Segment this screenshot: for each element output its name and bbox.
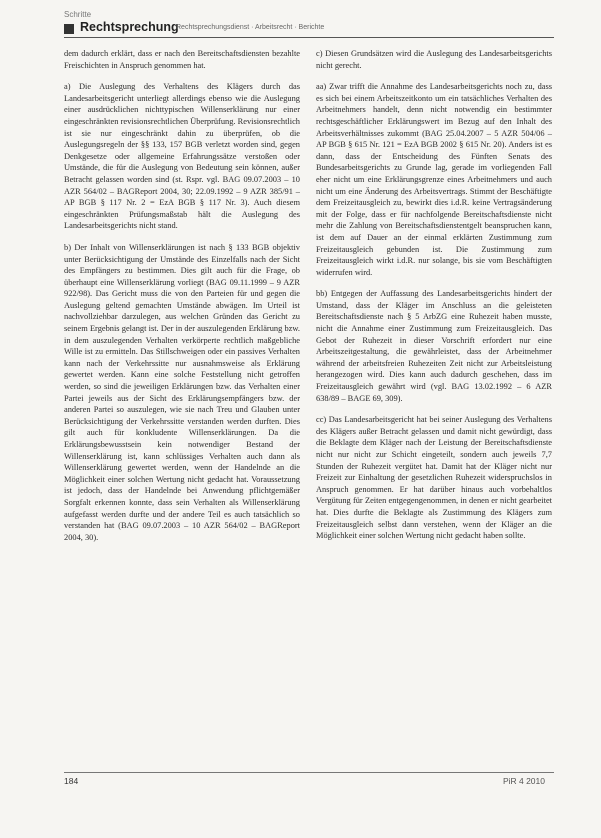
header-divider [64,37,554,38]
left-column [64,48,300,553]
paragraph: b) Der Inhalt von Willenserklärungen ist nach § 133 BGB objektiv unter Berücksichtigung der Umstände des Einzelfalls nach der Sicht des Empfängers zu bestimmen. Dies gilt auch für die Frage, ob überhaupt eine Willenserklärung vorliegt (BAG 09.11.1999 – 9 AZR 922/98). Das Gericht muss die von den Parteien für und gegen die Auslegung geltend gemachten Umstände abwägen. Im Urteil ist nachvollziehbar darzulegen, aus welchen Gründen das Gericht zu seinem Ergebnis gelangt ist. Der in der auszulegenden Erklärung bzw. in dem auszulegenden Verhalten verkörperte rechtlich maßgebliche Wille ist zu ermitteln. Das Stillschweigen oder ein passives Verhalten kann nach der Verkehrssitte nur ausnahmsweise als Erklärung gewertet werden. Kann eine solche Feststellung nicht getroffen werden, so sind die jeweiligen Erklärungen bzw. das Verhalten einer Partei jeweils aus der Sicht des Erklärungsempfängers bzw. der anderen Partei so auszulegen, wie sie nach Treu und Glauben unter Berücksichtigung der Verkehrssitte verstanden werden durften. Dies gilt auch für konkludente Willenserklärungen. Da die Erklärungsbewusstsein kein notwendiger Bestand der Willenserklärung ist, kann schlüssiges Verhalten auch dann als Willenserklärung gewertet werden, wenn der Handelnde an die Möglichkeit einer solchen Wertung nicht gedacht hat. Voraussetzung ist jedoch, dass der Handelnde bei Anwendung pflichtgemäßer Sorgfalt erkennen konnte, dass sein Verhalten als Willenserklärung aufgefasst werden durfte und der andere Teil es auch tatsächlich so verstanden hat (BAG 09.07.2003 – 10 AZR 564/02 – BAGReport 2004, 30). [64,242,300,542]
paragraph: dem dadurch erklärt, dass er nach den Bereitschaftsdiensten bezahlte Freischichten in Anspruch genommen hat. [64,49,300,70]
paragraph: c) Diesen Grundsätzen wird die Auslegung des Landesarbeitsgerichts nicht gerecht. [316,49,552,70]
journal-reference: PiR 4 2010 [502,776,545,786]
running-head-title: Rechtsprechung [80,20,179,34]
running-head-subtitle: Rechtsprechungsdienst · Arbeitsrecht · Berichte [176,24,325,31]
section-tag: Schritte [64,10,92,19]
paragraph: cc) Das Landesarbeitsgericht hat bei seiner Auslegung des Verhaltens des Klägers außer Betracht gelassen und damit nicht gewürdigt, dass die Beklagte dem Kläger nach der Leistung der Bereitschaftsdienste nicht nur nicht zur Schicht eingeteilt, sondern auch jeweils 7,7 Stunden der Ruhezeit vergütet hat. Damit hat der Kläger nicht nur Freizeit zur Einhaltung der gesetzlichen Ruhezeit widerspruchslos in Anspruch genommen. Er hat darüber hinaus auch vorbehaltlos Vergütung für Zeiten entgegengenommen, in denen er nicht gearbeitet hat. Dies durfte die Beklagte als Zustimmung des Klägers zum Freizeitausgleich selbst dann verstehen, wenn der Kläger an die Möglichkeit einer solchen Wertung nicht gedacht haben sollte. [316,415,552,541]
header-square-icon [64,24,74,34]
page-number: 184 [64,776,79,786]
paragraph: bb) Entgegen der Auffassung des Landesarbeitsgerichts hindert der Umstand, dass der Kläger im Anschluss an die geleisteten Bereitschaftsdienste nach § 5 ArbZG eine Ruhezeit haben musste, nicht die Annahme einer Zustimmung zum Freizeitausgleich. Das Gebot der Ruhezeit in dieser Vorschrift erfordert nur eine Arbeitszeitgestaltung, die gewährleistet, dass der Arbeitnehmer während der arbeitsfreien Ruhezeiten Zeit nicht zur Arbeitsleistung herangezogen wird. Dies kann auch dadurch geschehen, dass im Freizeitausgleich gewährt wird (vgl. BAG 13.02.1992 – 6 AZR 638/89 – BAGE 69, 309). [316,289,552,403]
paragraph: aa) Zwar trifft die Annahme des Landesarbeitsgerichts noch zu, dass es sich bei einem Arbeitszeitkonto um ein tatsächliches Verhalten des Arbeitnehmers handelt, denn nicht notwendig ein bestimmter rechtsgeschäftlicher Erklärungswert im Bezug auf den Inhalt des Arbeitsverhältnisses zukommt (BAG 25.04.2007 – 5 AZR 504/06 – AP BGB § 615 Nr. 121 = EzA BGB 2002 § 615 Nr. 20). Anders ist es dann, dass der Entscheidung des Fünften Senats des Bundesarbeitsgerichts zu Grunde lag, gerade im vorliegenden Fall eher nicht um eine Erklärungsgrenze eines Arbeitnehmers und auch nicht um eine Änderung des Arbeitsvertrags. Stimmt der Beschäftigte dem Freizeitausgleich zu, bewirkt dies i.d.R. keine Vertragsänderung mit der Folge, dass er für nachfolgende Bereitschaftsdienste nicht mehr die Zahlung von Bereitschaftsdienstentgelt beanspruchen kann, ist dem auf Dauer an der einmal erklärten Zustimmung zum Freizeitausgleich gebunden ist. Die Zustimmung zum Freizeitausgleich wirkt i.d.R. nur solange, bis sie vom Beschäftigten widerrufen wird. [316,82,552,277]
footer-divider [64,772,554,773]
right-column [316,48,552,552]
paragraph: a) Die Auslegung des Verhaltens des Klägers durch das Landesarbeitsgericht unterliegt allerdings ebenso wie die Auslegung einer ausdrücklichen nichttypischen Willenserklärung nur einer eingeschränkten revisionsrechtlichen Überprüfung. Revisionsrechtlich ist sie nur eingeschränkt dahin zu überprüfen, ob die Auslegungsregeln der §§ 133, 157 BGB verletzt worden sind, gegen Denkgesetze oder allgemeine Erfahrungssätze verstoßen oder Umstände, die für die Auslegung von Bedeutung sein können, außer Betracht gelassen worden sind (st. Rspr. vgl. BAG 09.07.2003 – 10 AZR 564/02 – BAGReport 2004, 30; 22.09.1992 – 9 AZR 385/91 – AP BGB § 117 Nr. 2 = EzA BGB § 117 Nr. 3). Auch diesem eingeschränkten Prüfungsmaßstab hält die Auslegung des Landesarbeitsgerichts nicht stand. [64,82,300,231]
